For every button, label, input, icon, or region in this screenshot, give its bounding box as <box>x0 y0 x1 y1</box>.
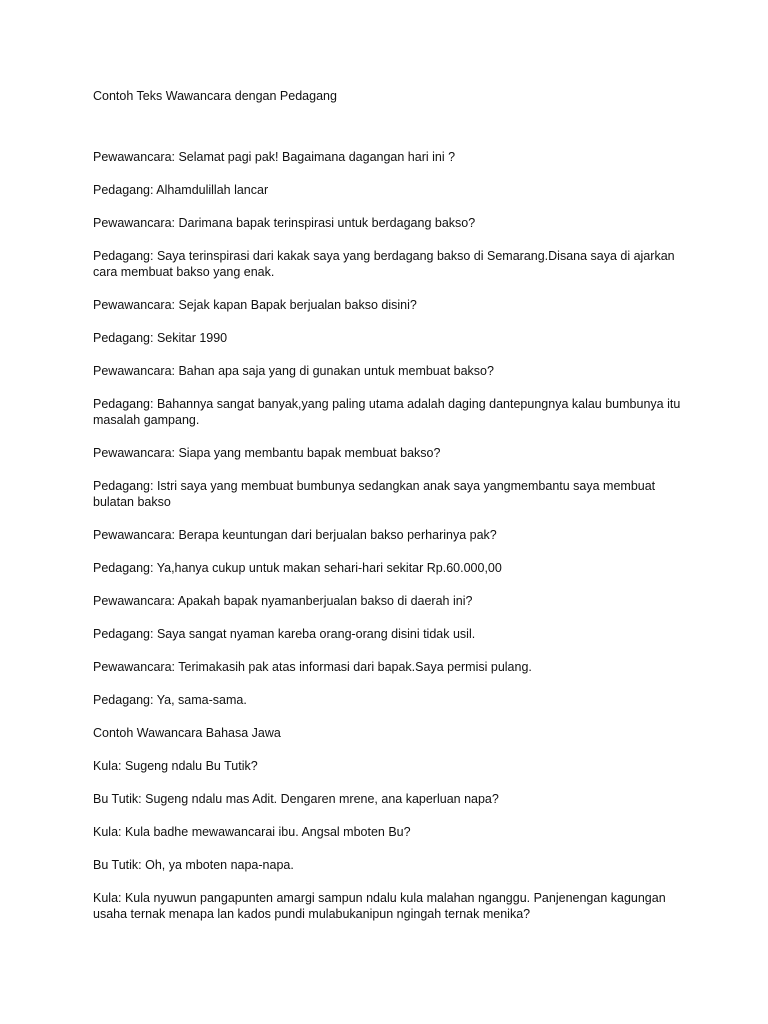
paragraph: Pedagang: Saya sangat nyaman kareba orang-orang disini tidak usil. <box>93 627 476 641</box>
paragraph: Kula: Kula badhe mewawancarai ibu. Angsal mboten Bu? <box>93 825 411 839</box>
paragraph: Pedagang: Saya terinspirasi dari kakak saya yang berdagang bakso di Semarang.Disana saya di ajarkan cara membuat bakso yang enak. <box>93 249 675 279</box>
document-title: Contoh Teks Wawancara dengan Pedagang <box>93 89 337 103</box>
paragraph: Pewawancara: Darimana bapak terinspirasi untuk berdagang bakso? <box>93 216 476 230</box>
paragraph: Pedagang: Alhamdulillah lancar <box>93 183 269 197</box>
paragraph: Kula: Sugeng ndalu Bu Tutik? <box>93 759 258 773</box>
paragraph: Pewawancara: Bahan apa saja yang di gunakan untuk membuat bakso? <box>93 364 494 378</box>
paragraph: Pewawancara: Berapa keuntungan dari berjualan bakso perharinya pak? <box>93 528 497 542</box>
paragraph: Pedagang: Bahannya sangat banyak,yang paling utama adalah daging dantepungnya kalau bumbunya itu masalah gampang. <box>93 397 681 427</box>
paragraph: Pedagang: Sekitar 1990 <box>93 331 228 345</box>
paragraph: Pedagang: Ya,hanya cukup untuk makan sehari-hari sekitar Rp.60.000,00 <box>93 561 502 575</box>
paragraph: Pewawancara: Apakah bapak nyamanberjualan bakso di daerah ini? <box>93 594 473 608</box>
document-content <box>93 88 693 939</box>
paragraph: Pewawancara: Sejak kapan Bapak berjualan bakso disini? <box>93 298 417 312</box>
paragraph: Pewawancara: Selamat pagi pak! Bagaimana dagangan hari ini ? <box>93 150 456 164</box>
paragraph: Pedagang: Istri saya yang membuat bumbunya sedangkan anak saya yangmembantu saya membuat bulatan bakso <box>93 479 656 509</box>
section-heading: Contoh Wawancara Bahasa Jawa <box>93 726 281 740</box>
paragraph: Bu Tutik: Sugeng ndalu mas Adit. Dengaren mrene, ana kaperluan napa? <box>93 792 499 806</box>
paragraph: Bu Tutik: Oh, ya mboten napa-napa. <box>93 858 294 872</box>
paragraph: Pewawancara: Terimakasih pak atas informasi dari bapak.Saya permisi pulang. <box>93 660 532 674</box>
paragraph: Pedagang: Ya, sama-sama. <box>93 693 247 707</box>
paragraph: Kula: Kula nyuwun pangapunten amargi sampun ndalu kula malahan nganggu. Panjenengan kagungan usaha ternak menapa lan kados pundi mulabukanipun ngingah ternak menika? <box>93 891 666 921</box>
paragraph: Pewawancara: Siapa yang membantu bapak membuat bakso? <box>93 446 441 460</box>
